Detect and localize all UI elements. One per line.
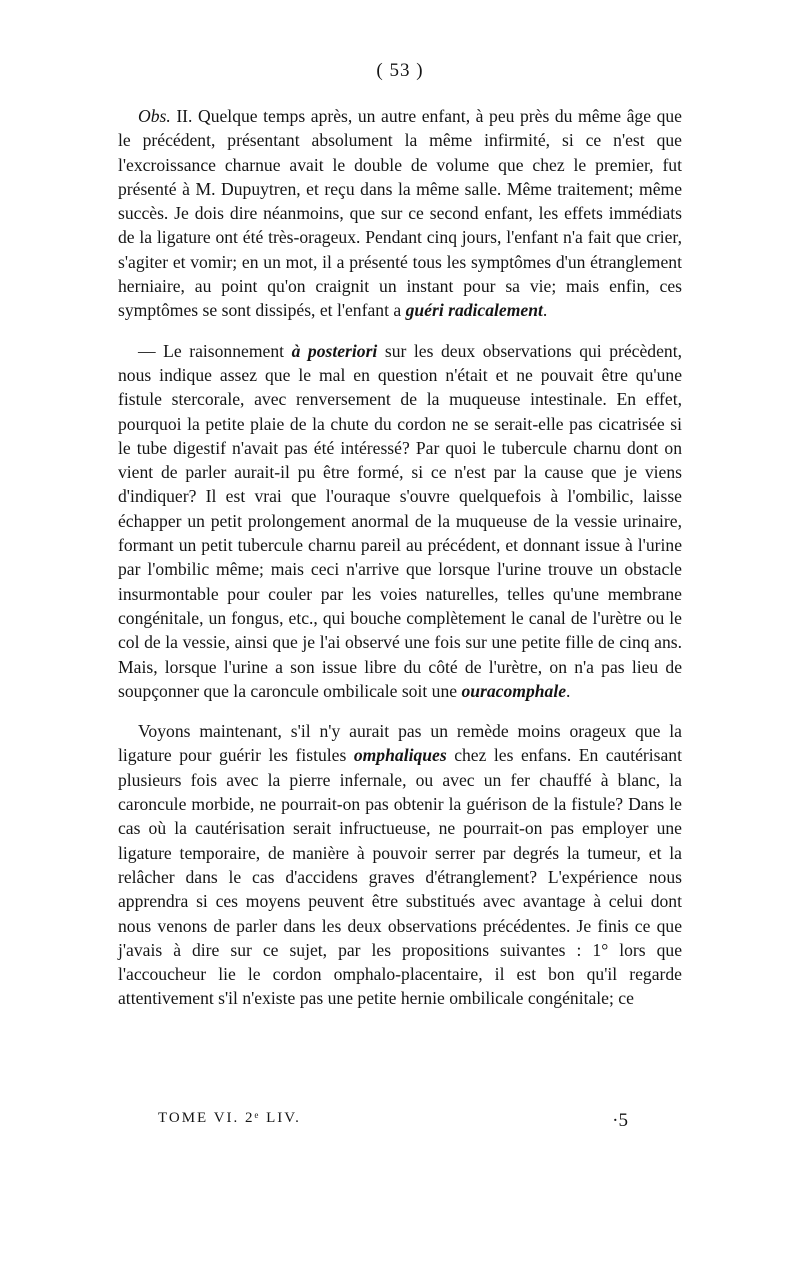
page-footer [158,1110,628,1131]
paragraph-reasoning [118,339,682,703]
signature-mark: ·5 [612,1110,628,1131]
paragraph-text: . [566,680,571,701]
paragraph-text: sur les deux observations qui précèdent, nous indique assez que le mal en question n'était et ne pouvait être qu'une fistule stercorale, avec renversement de la muqueuse intestinale. En effet, pourquoi la petite plaie de la chute du cordon ne se serait-elle pas cicatrisée si le tube digestif n'avait pas été intéressé? Par quoi le tubercule charnu dont on vient de parler aurait-il pu être formé, si ce n'est par la cause que je viens d'indiquer? Il est vrai que l'ouraque s'ouvre quelquefois à l'ombilic, laisse échapper un petit prolongement anormal de la muqueuse de la vessie urinaire, formant un petit tubercule charnu pareil au précédent, et donnant issue à l'urine par l'ombilic même; mais ceci n'arrive que lorsque l'urine trouve un obstacle insurmontable pour couler par les voies naturelles, telles qu'une membrane congénitale, un fongus, etc., qui bouche complètement le canal de l'urètre ou le col de la vessie, ainsi que je l'ai observé une fois sur une petite fille de cinq ans. Mais, lorsque l'urine a son issue libre du côté de l'urètre, on n'a pas lieu de soupçonner que la caroncule ombilicale soit une [118,340,682,701]
obs-label: Obs. [138,106,171,126]
paragraph-observation-2 [118,104,682,323]
paragraph-text: chez les enfans. En cautérisant plusieurs fois avec la pierre infernale, ou avec un fer chauffé à blanc, la caroncule morbide, ne pourrait-on pas obtenir la guérison de la fistule? Dans le cas où la cautérisation serait infructueuse, ne pourrait-on pas employer une ligature temporaire, de manière à pouvoir serrer par degrés la tumeur, et la relâcher dans le cas d'accidens graves d'étranglement? L'expérience nous apprendra si ces moyens peuvent être substitués avec avantage à celui dont nous venons de parler dans les deux observations précédentes. Je finis ce que j'avais à dire sur ce sujet, par les propositions suivantes : 1° lors que l'accoucheur lie le cordon omphalo-placentaire, il est bon qu'il regarde attentivement s'il n'existe pas une petite hernie ombilicale congénitale; ce [118,745,682,1009]
document-page [118,60,682,1011]
emphasis-text: guéri radicalement [405,300,543,321]
emphasis-text: à posteriori [291,340,378,361]
paragraph-text: Voyons maintenant, s'il n'y aurait pas un remède moins orageux que la ligature pour guérir les fistules [118,721,682,766]
emphasis-text: ouracomphale [461,680,567,701]
paragraph-text: . [542,300,548,321]
volume-label: TOME VI. 2ᵉ LIV. [158,1110,301,1126]
page-number: ( 53 ) [376,60,424,81]
paragraph-text: — Le raisonnement [138,340,292,361]
paragraph-text: II. Quelque temps après, un autre enfant, à peu près du même âge que le précédent, présentant absolument la même infirmité, si ce n'est que l'excroissance charnue avait le double de volume que chez le premier, fut présenté à M. Dupuytren, et reçu dans la même salle. Même traitement; même succès. Je dois dire néanmoins, que sur ce second enfant, les effets immédiats de la ligature ont été très-orageux. Pendant cinq jours, l'enfant n'a fait que crier, s'agiter et vomir; en un mot, il a présenté tous les symptômes d'un étranglement herniaire, au point qu'on craignit un instant pour sa vie; mais enfin, ces symptômes se sont dissipés, et l'enfant a [118,106,682,321]
emphasis-text: omphaliques [353,745,447,766]
paragraph-remedy [118,719,682,1011]
